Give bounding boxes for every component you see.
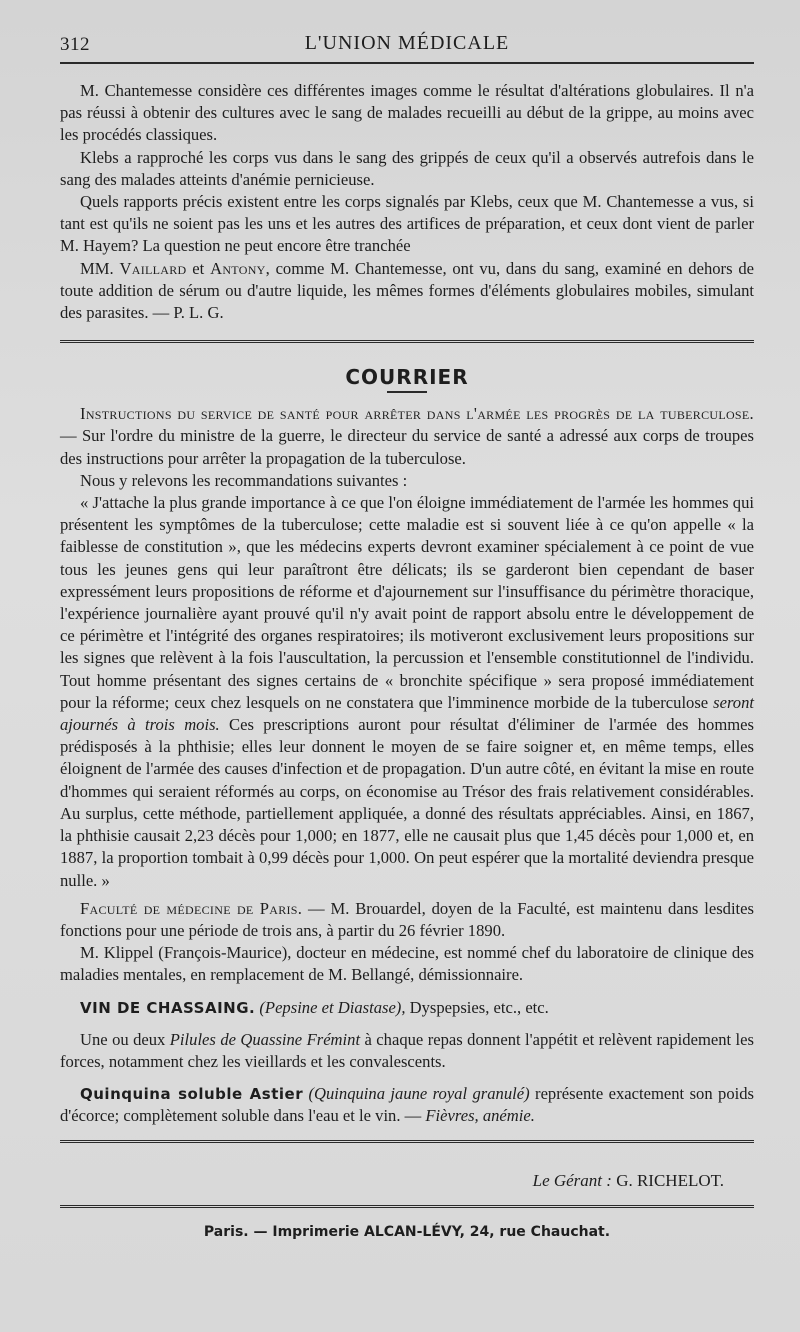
ad-quinquina-name: Quinquina soluble Astier (80, 1085, 304, 1104)
journal-title: L'UNION MÉDICALE (304, 32, 510, 54)
ad-quinquina-b: représente exactement son poids d'écorce; complètement soluble dans l'eau et le vin. — (60, 1084, 754, 1126)
ad-pilules (60, 1029, 754, 1073)
footer-rule (60, 1205, 754, 1208)
article-body (60, 80, 754, 324)
header-rule (60, 62, 754, 64)
gerant-label: Le Gérant : (532, 1170, 612, 1190)
faculte-text: — M. Brouardel, doyen de la Faculté, est maintenu dans lesdites fonctions pour une période de trois ans, à partir du 26 février 1890. (60, 898, 754, 940)
instructions-heading: Instructions du service de santé pour arrêter dans l'armée les progrès de la tuberculose. (80, 404, 754, 424)
quote-part-a: « J'attache la plus grande importance à ce que l'on éloigne immédiatement de l'armée les hommes qui présentent les symptômes de la tuberculose; cette maladie est si souvent liée à ce qu'on appelle « la faiblesse de constitution », que les médecins experts devront examiner spécialement à ce point de vue tous les jeunes gens qui leur paraîtront être délicats; ils se garderont bien cependant de baser expressément leurs propositions de réforme et d'ajournement sur l'insuffisance du périmètre thoracique, l'expérience journalière ayant prouvé qu'il n'y avait point de rapport absolu entre le développement de ce périmètre et l'intégrité des organes respiratoires; ils motiveront exclusivement leurs propositions sur les signes que relèvent à la fois l'auscultation, la percussion et l'ensemble constitutionnel de l'individu. Tout homme présentant des signes certains de « bronchite spécifique » sera proposé immédiatement pour la réforme; ceux chez lesquels on ne constatera que l'imminence morbide de la tuberculose (60, 493, 754, 712)
ads-separator (60, 1140, 754, 1143)
printer-line: Paris. — Imprimerie ALCAN-LÉVY, 24, rue Chauchat. (203, 1223, 611, 1240)
section-title: COURRIER (345, 365, 469, 390)
ad-vin-rest: Dyspepsies, etc., etc. (405, 997, 549, 1017)
ad-quinquina (60, 1083, 754, 1127)
page-number: 312 (60, 34, 90, 55)
ad-vin-chassaing (60, 997, 754, 1019)
ad-quinquina-italic: (Quinquina jaune royal granulé) (308, 1084, 530, 1104)
mm-mid: et (186, 258, 211, 278)
mm-lead: MM. (80, 258, 120, 278)
paragraph-faculte (60, 898, 754, 942)
page-header (60, 0, 754, 62)
gerant-name: G. RICHELOT. (616, 1170, 724, 1190)
quote-part-b: Ces prescriptions auront pour résultat d'éliminer de l'armée des hommes prédisposés à la phthisie; elles leur donnent le moyen de se faire soigner et, en même temps, elles éloignent de l'armée des causes d'infection et de propagation. D'un autre côté, en évitant la mise en route d'hommes qui seraient réformés au corps, on économise au Trésor des frais relativement considérables. Au surplus, cette méthode, partiellement appliquée, a donné des résultats appréciables. Ainsi, en 1867, la phthisie causait 2,23 décès pour 1,000; en 1877, elle ne causait plus que 1,45 décès pour 1,000 et, en 1887, la proportion tombait à 0,99 décès pour 1,000. On peut espérer que la mortalité deviendra presque nulle. » (60, 715, 754, 890)
ad-pilules-italic: Pilules de Quassine Frémint (169, 1029, 361, 1049)
paragraph-chantemesse: M. Chantemesse considère ces différentes images comme le résultat d'altérations globulaires. Il n'a pas réussi à obtenir des cultures avec le sang de malades recueilli au début de la grippe, au moins avec les procédés classiques. (60, 81, 754, 145)
name-vaillard: Vaillard (119, 258, 187, 278)
ad-vin-name: VIN DE CHASSAING. (80, 998, 256, 1017)
paragraph-instructions (60, 403, 754, 470)
ad-pilules-b: à chaque repas donnent l'appétit et relèvent rapidement les forces, notamment chez les vieillards et les convalescents. (60, 1029, 754, 1071)
paragraph-klippel: M. Klippel (François-Maurice), docteur en médecine, est nommé chef du laboratoire de clinique des maladies mentales, en remplacement de M. Bellangé, démissionnaire. (60, 943, 754, 985)
section-title-dash (387, 391, 427, 393)
ad-quinquina-end: Fièvres, anémie. (425, 1106, 535, 1126)
ad-vin-italic: (Pepsine et Diastase), (259, 997, 406, 1017)
paragraph-vaillard (60, 258, 754, 325)
ad-pilules-a: Une ou deux (80, 1029, 170, 1049)
name-antony: Antony (210, 258, 266, 278)
gerant-signature (60, 1171, 754, 1191)
mm-text: , comme M. Chantemesse, ont vu, dans du sang, examiné en dehors de toute addition de sérum ou d'autre liquide, les mêmes formes d'éléments globulaires mobiles, simulant des parasites. — P. L. G. (60, 258, 754, 323)
paragraph-klebs: Klebs a rapproché les corps vus dans le sang des grippés de ceux qu'il a observés autrefois dans le sang des malades atteints d'anémie pernicieuse. (60, 147, 754, 189)
paragraph-rapports: Quels rapports précis existent entre les corps signalés par Klebs, ceux que M. Chantemesse a vus, si tant est qu'ils ne soient pas les uns et les autres des artifices de préparation, et ceux dont vient de parler M. Hayem? La question ne peut encore être tranchée (60, 192, 754, 256)
paragraph-quote (60, 492, 754, 892)
quote-italic: seront ajournés à trois mois. (60, 692, 754, 735)
faculte-heading: Faculté de médecine de Paris. (80, 898, 303, 918)
section-separator (60, 340, 754, 343)
paragraph-nous: Nous y relevons les recommandations suivantes : (80, 470, 408, 490)
instructions-text: — Sur l'ordre du ministre de la guerre, le directeur du service de santé a adressé aux corps de troupes des instructions pour arrêter la propagation de la tuberculose. (60, 426, 754, 468)
